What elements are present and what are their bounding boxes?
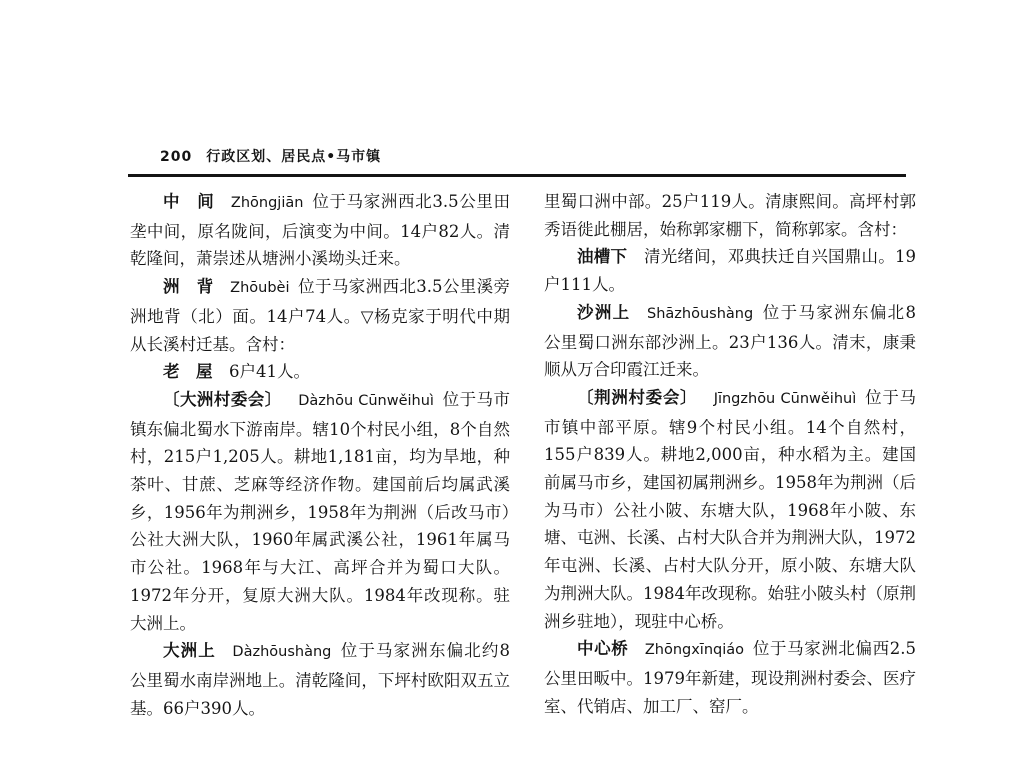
entry-pinyin: Shāzhōushàng bbox=[647, 305, 754, 322]
entry-pinyin: Dàzhōushàng bbox=[232, 644, 332, 661]
entry-pinyin: Jīngzhōu Cūnwěihuì bbox=[713, 390, 857, 407]
entry-headword: 老 屋 bbox=[163, 362, 213, 382]
entry-text: 位于马家洲西北3.5公里溪旁洲地背（北）面。14户74人。▽杨克家于明代中期从长溪村迁基。含村： bbox=[130, 277, 510, 354]
entry-headword: 油槽下 bbox=[577, 247, 628, 267]
entry-pinyin: Dàzhōu Cūnwěihuì bbox=[298, 392, 434, 409]
entry-headword: 洲 背 bbox=[163, 277, 214, 297]
entry-text: 清光绪间，邓典扶迁自兴国鼎山。19户111人。 bbox=[544, 247, 917, 295]
entry-pinyin: Zhōngxīnqiáo bbox=[644, 642, 745, 659]
section-title: 行政区划、居民点•马市镇 bbox=[206, 149, 382, 165]
entry-pinyin: Zhōubèi bbox=[230, 280, 290, 297]
entry-paragraph bbox=[544, 188, 916, 243]
entry-headword: 中心桥 bbox=[577, 639, 629, 659]
left-column bbox=[130, 188, 510, 722]
running-header bbox=[160, 146, 381, 166]
entry-paragraph bbox=[130, 386, 510, 637]
entry-paragraph bbox=[130, 188, 510, 273]
header-rule bbox=[128, 174, 906, 177]
entry-text: 6户41人。 bbox=[229, 362, 310, 382]
entry-paragraph bbox=[130, 358, 510, 386]
entry-text: 位于马家洲东偏北8公里蜀口洲东部沙洲上。23户136人。清末，康秉顺从万合印霞江迁来。 bbox=[544, 302, 917, 380]
entry-text: 位于马家洲北偏西2.5公里田畈中。1979年新建，现设荆洲村委会、医疗室、代销店、加工厂、窑厂。 bbox=[544, 639, 916, 716]
entry-paragraph bbox=[544, 384, 916, 635]
entry-paragraph bbox=[544, 299, 916, 384]
right-column bbox=[544, 188, 916, 720]
entry-paragraph bbox=[130, 273, 510, 358]
entry-headword: 中 间 bbox=[163, 192, 215, 211]
entry-paragraph bbox=[544, 635, 916, 720]
entry-paragraph bbox=[544, 243, 916, 298]
entry-text: 位于马家洲东偏北约8公里蜀水南岸洲地上。清乾隆间，下坪村欧阳双五立基。66户390人。 bbox=[130, 641, 511, 718]
entry-text: 位于马家洲西北3.5公里田垄中间，原名陇间，后演变为中间。14户82人。清乾隆间，萧崇述从塘洲小溪坳头迁来。 bbox=[130, 192, 510, 269]
entry-text: 位于马市镇中部平原。辖9个村民小组。14个自然村，155户839人。耕地2,000亩，种水稻为主。建国前属马市乡，建国初属荆洲乡。1958年为荆洲（后为马市）公社小陂、东塘大队，1968年小陂、东塘、屯洲、长溪、占村大队合并为荆洲大队，1972年屯洲、长溪、占村大队分开，原小陂、东塘大队为荆洲大队。1984年改现称。始驻小陂头村（原荆洲乡驻地），现驻中心桥。 bbox=[544, 387, 917, 631]
entry-paragraph bbox=[130, 637, 510, 722]
entry-headword: 大洲上 bbox=[163, 641, 216, 661]
entry-headword: 〔大洲村委会〕 bbox=[163, 389, 282, 409]
entry-headword: 〔荆洲村委会〕 bbox=[577, 387, 698, 407]
entry-text: 里蜀口洲中部。25户119人。清康熙间。高坪村郭秀语徙此棚居，始称郭家棚下，简称郭家。含村： bbox=[544, 192, 916, 239]
entry-text: 位于马市镇东偏北蜀水下游南岸。辖10个村民小组，8个自然村，215户1,205人。耕地1,181亩，均为旱地，种茶叶、甘蔗、芝麻等经济作物。建国前后均属武溪乡，1956年为荆洲乡，1958年为荆洲（后改马市）公社大洲大队，1960年属武溪公社，1961年属马市公社。1968年与大江、高坪合并为蜀口大队。1972年分开，复原大洲大队。1984年改现称。驻大洲上。 bbox=[130, 389, 511, 633]
page-number: 200 bbox=[160, 149, 193, 165]
entry-headword: 沙洲上 bbox=[577, 302, 631, 322]
entry-pinyin: Zhōngjiān bbox=[230, 195, 304, 211]
